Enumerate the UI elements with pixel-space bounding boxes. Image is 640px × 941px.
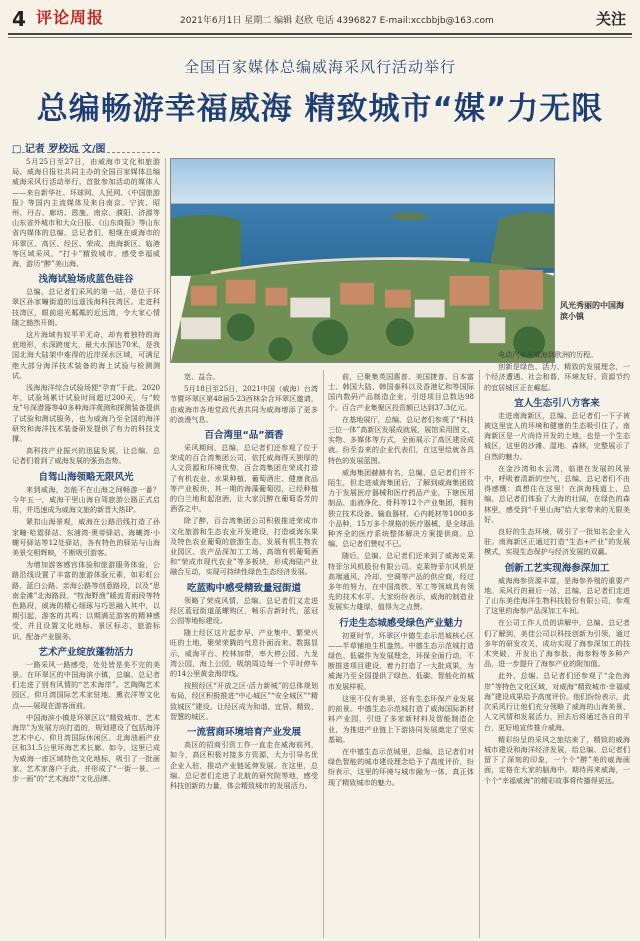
paragraph: 领略了荣成风情，总编、总记者们又走进经区蓝冠街道蓝螺购区，畅乐吉新时代，蓝冠公园等地标建设。: [170, 595, 318, 626]
paragraph: 采风期间，总编、总记者们还参观了位于荣成的百合湾集团公司，依托威海得天独厚的人文资源和环境优势，百合湾集团在荣成打造了有机农业、水果种植、葡萄酒庄、健康食品等产业板块，其一期的海藻葡萄园，已经种植的白兰地和起泡酒，让大家沉醉在葡萄香芳的酒香之中。: [170, 443, 318, 514]
paragraph: 高科技产业振兴的迅猛发展，让总编、总记者们看到了威海发展的强劲态势。: [12, 446, 160, 466]
masthead-rule-thin: [8, 37, 632, 38]
byline-rule: [12, 152, 160, 153]
column-divider: [165, 158, 166, 938]
paragraph: 总编、总记者们采风的第一站，是位于环翠区孙家疃街道的远遥浅海科技湾区。走进科技湾区，眼前迎光粼粼的近远湾，令大家心情随之豁然开朗。: [12, 287, 160, 327]
subheading: 行走生态城感受绿色产业魅力: [339, 617, 463, 629]
article-kicker: 全国百家媒体总编威海采风行活动举行: [183, 58, 456, 76]
subheading: 百合湾里“品”酒香: [204, 430, 284, 442]
paragraph: 在中德生态示范城里，总编、总记者们对绿色智能的城市建设理念给予了高度评价，纷纷表示，这里的环境与城市融为一体，真正体现了精致城市的魅力。: [328, 746, 474, 787]
paragraph: 宽、益合。: [184, 372, 220, 381]
paragraph: 来到威海，怎能不在山海之间畅游一番？今年五一，威海干里山海自驾旅游公路正式启用，并迅速成为威海文旅的新晋大热IP。: [12, 484, 160, 515]
subheading: 艺术产业绽放蓬勃活力: [38, 646, 134, 658]
paragraph: 高区的招商引资工作一直走在威海前列，如今，高区积极对接多方资源，大力引导名优企业入驻，推动产业链延伸发展。在这里，总编、总记者们走进了北航的研究院等地，感受科技创新的力量，体会精致城市的发展活力。: [170, 740, 318, 790]
subheading: 浅海试验场成蓝色硅谷: [38, 274, 134, 286]
paragraph: 随上经区这片起步早、产业集中、繁荣兴旺的土地，聚荣荣腾的气息扑面而来。数据显示，威海平台、校林加带，率大停公园、九龙湾公园，海上公园，吸纳周边每一个平时停车的14公里黄金海岸线。: [170, 628, 318, 679]
subheading: 宜人生态引八方客来: [514, 397, 600, 409]
paragraph: 中国海滨小镇是环翠区以“精致城市、艺术海岸”为发展方向打造的，规划建设了包括海洋艺术中心、仰月湾国际休闲区、北海油画产业区和31.5公里环海艺术长廊。如今，这里已成为威海一座区域特色文化地标，吸引了一批画家、艺术家落户于此，并形成了“一街一景、一步一画”的“艺术海岸”文化品牌。: [12, 712, 160, 783]
paragraph: 此外，总编、总记者们还参观了“金色海岸”等特色文化区域，对威海“精致城市·幸福威海”建设成果给予高度评价。他们纷纷表示，此次采风行让他们充分领略了威海的山海美景、人文风情和发展活力，回去后将通过各自的平台，更好地宣传推介威海。: [484, 671, 630, 732]
paragraph: 创新是绿色、活力、精致的发展理念，一个经济遭遇、社会和谐、环境友好、资源节约的宜居城区正在崛起。: [484, 362, 630, 392]
paragraph: 随后，总编、总记者们还来到了威海克莱特菲尔风机股份有限公司。克莱特菲尔风机是高端通风、冷却、空调等产品的供应商，经过多年的努力，在中国高铁、军工等领域具有领先的技术水平。大家纷纷表示，威海的制造业发展实力雄厚，值得为之点赞。: [328, 551, 474, 612]
paragraph: 走进南海新区，总编、总记者们一下子被被这里宜人的环境和健康的生态吸引住了。南海新区是一片尚待开发的土地，也是一个生态城区，这里的沙滩、湿地、森林，完整展示了自然的魅力。: [484, 410, 630, 461]
paragraph: 5月18日至25日，2021中国（威海）台湾节暨环翠区第48届5·23西林杂合环翠区邀请，由威海市各地党政代表共同为威海增添了更多的浪漫气息。: [170, 384, 318, 424]
article-column-3: [328, 372, 474, 937]
masthead-rule: [8, 33, 632, 35]
article-column-4: [484, 350, 630, 937]
article-column-1: [12, 157, 160, 937]
paragraph: 除了醉，百合湾集团公司积极推进荣成市文化旅游和生态农业开发建设，打造威海东果及特色农业葡萄的旅游生态，发展有机生物农业园区、农产品深加工工场、高端有机葡萄酒和“荣成市现代农业”等多板块，形成海陆产业融合互动，实现可持续性绿色生态经济发展。: [170, 516, 318, 577]
column-divider: [323, 370, 324, 938]
paragraph: 紧扣山海景观，威海在公路沿线打造了孙家疃·哈霓驿站、东浦湾·奥帝驿站、海曦湾·小螺号驿站等12处驿站，各有特色的驿站与山海美景交相辉映，不断吸引游客。: [12, 517, 160, 557]
paragraph: 一路采风一路感受，处处皆是美不完的美景。在环翠区的中国海滨小镇，总编、总记者们走进了别有风情的“艺术海岸”。艺陶陶艺术园区，仰月湾国际艺术家驻地、熏衣洋等文化点——展现在游客面前。: [12, 659, 160, 710]
paragraph: 按照经区“开放之区·活力新城”的总体规划布局，经区积极推进“中心城区”“安全城区”“精致城区”建设。让经区成为和谐、宜居、精致、智慧的城区。: [170, 681, 318, 721]
paragraph: 精彩纷呈的采风之旅结束了，精致的威海城市建设和海洋经济发展，给总编、总记者们留下了深刻的印象，一个个“醉”美的威海画面，定格在大家的脑海中。期待再来威海，一个个“幸福威海”的精彩故事将传播得更远。: [484, 734, 630, 785]
paragraph: 在基地展厅，总编、总记者们参观了“科技三位一体”高新区发展成就展，展馆采用图文、实物、多媒体等方式，全面展示了高区建设成就。纷至沓来的企业代表们，在这里绘就各具特色的发展蓝图。: [328, 414, 474, 465]
paragraph: 在公司工作人员的讲解中，总编、总记者们了解到，美佳公司以科技创新为引领，通过多年的研发攻关，成功实现了海参深加工的技术突破，开发出了海参肽、海参粉等多种产品，进一步提升了海参产业的附加值。: [484, 618, 630, 669]
subheading: 一流营商环境培育产业发展: [186, 727, 301, 739]
page-number: 4: [12, 7, 26, 31]
paragraph: 在金沙湾和水云湾，临港在发展的风景中，呼吸着清新的空气，总编、总记者们不由得感慨：真想住在这里！在滨海栈道上，总编、总记者们体验了大海的壮阔，在绿色的森林里，感受到“千里山海”给大家带来的无限美好。: [484, 463, 630, 524]
newspaper-logo: 评论周报: [36, 8, 105, 27]
paragraph: 威海集团赫赫有名，总编、总记者们并不陌生，但走进威海集团后，了解到威海集团致力于发展医疗器械和医疗药品产业，下辖医用制品、血液净化、骨科等12个产业集团，拥有独立技术设备、输血器材、心内耗材等1000多个品种，15万多个规格的医疗器械，是全球品种齐全的医疗系统整体解决方案提供商。总编、总记者们赞叹不已。: [328, 467, 474, 549]
coastal-town-photo: [170, 158, 555, 363]
paragraph: 这里不仅有美景，还有生态环保产业发展的前景。中德生态示范城打造了威海国际新材料产业园，引进了多家新材料及智能制造企业，为推进产业链上下游协同发展奠定了坚实基础。: [328, 693, 474, 744]
paragraph: 威海海参资源丰富，是海参养殖的重要产地。采风行的最后一站，总编、总记者们走进了山东美佳海洋生物科技股份有限公司，参观了这里的海参产品深加工车间。: [484, 575, 630, 616]
article-headline: 总编畅游幸福威海 精致城市“媒”力无限: [36, 91, 604, 127]
paragraph: 前，已聚集英国惠普、美国捷普、日本富士、韩国大陆、韩国泰科以及香港亿和等国际国内数码产品制造企业，引进项目总数达98个。百合产业集聚区投资额已达到37.3亿元。: [328, 372, 474, 412]
paragraph: 这片海域有较平平无奇，却有着独特的海底地形，水深跨度大，最大水深达70米，是我国北海大陆架中难得的近岸深水区域，可满足绝大部分海洋技术装备的海上试验与检测测试。: [12, 330, 160, 380]
subheading: 吃蓝购中感受精致量冠街道: [186, 582, 301, 594]
photo-caption: 风光秀丽的中国海滨小镇: [560, 301, 624, 321]
subheading: 创新工艺实现海参深加工: [504, 562, 610, 574]
masthead: [0, 0, 640, 36]
paragraph: 为增加游客感官体验和旅游服务体验，公路沿线设置了丰富的旅游体验元素，如彩虹公路、蓝白公路、亲海公路等创意路段，以及“思南金滩”北海路段、“牧海野渔”暖流青雨段等特色路段，威海的精心细琢与巧思融入其中，以期引起，游客的共鸣；以期满足游客的精神感受，并且设置文化地标、景区标志，旅游标识、配备产业服务。: [12, 560, 160, 641]
article-column-2: [170, 372, 318, 937]
column-divider: [479, 370, 480, 938]
paragraph: 良好的生态环境，吸引了一批知名企业入驻。南海新区正通过打造“生态+产业”的发展模式，实现生态保护与经济发展的双赢。: [484, 527, 630, 557]
masthead-info: 2021年6月1日 星期二 编辑 赵欣 电话 4396827 E-mail:xccbbjb@163.com: [180, 16, 494, 26]
subheading: 自驾山海领略无限风光: [38, 471, 134, 483]
paragraph: 浅海海洋综合试验场便“孕育”于此。2020年，试验场累计试验时间超过200天，与“蛟龙”号深潜器等40多种海洋观测和探测装备提供了试验和测试服务，也为威海乃至全国的海洋研究和海洋技术装备研发提供了有力的科技支撑。: [12, 383, 160, 444]
paragraph: 5月25日至27日，由威海市文化和旅游局、威海日报社共同主办的全国百家媒体总编威海采风行活动举行。首批参加活动的媒体人——来自新华社、环球网、人民网、《中国旅游报》等国内主流媒体及来自南京、宁波、昭州、丹吉、廊坊、恩施、南京、濮阳、济源等山东省外城市和大众日报、《山东商报》等山东省内媒体的总编、总记者们，相继在威海市的环翠区、高区、经区、荣成、南海新区、临港等区域采风，“打卡”精致城市，感受幸福威海，游历“醉”美山海。: [12, 157, 160, 269]
paragraph: 电动汽车从威海到欧洲的历程。: [498, 350, 598, 359]
section-label: 关注: [595, 10, 626, 28]
paragraph: 初夏时节，环翠区中德生态示范城核心区——半草铺地生机盎然。中德生态示范城打造绿色、低碳作为发展理念，环保全面行动，不断推进项目建设，着力打造了一大批成果，为威海乃至全国提供了绿色、低碳、智能化的城市发展样板。: [328, 630, 474, 691]
article-byline: □ 记者 罗校远 文/图: [12, 144, 106, 155]
